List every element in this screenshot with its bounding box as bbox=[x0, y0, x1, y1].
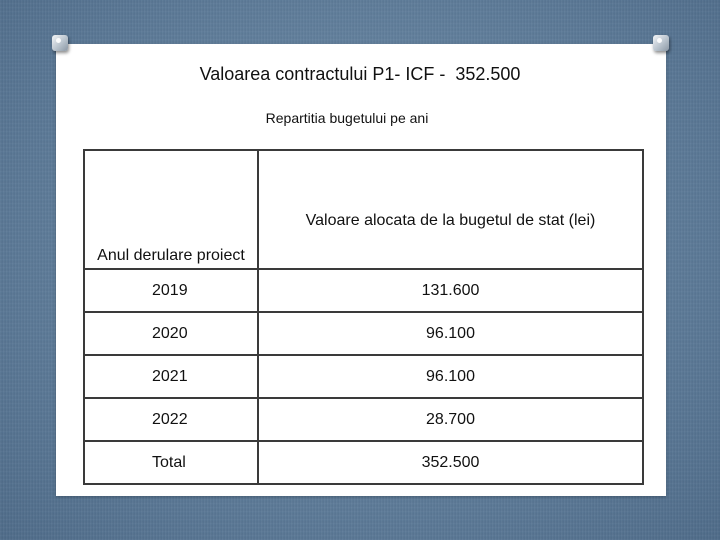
cell-year: 2020 bbox=[84, 312, 258, 355]
table-row bbox=[84, 355, 643, 398]
pin-icon bbox=[52, 35, 68, 51]
cell-year: 2019 bbox=[84, 269, 258, 312]
table-header-row bbox=[84, 150, 643, 269]
table-row bbox=[84, 269, 643, 312]
cell-value: 131.600 bbox=[258, 269, 643, 312]
header-value: Valoare alocata de la bugetul de stat (lei) bbox=[258, 150, 643, 269]
table-row bbox=[84, 312, 643, 355]
cell-value: 352.500 bbox=[258, 441, 643, 484]
header-year: Anul derulare proiect bbox=[84, 150, 258, 269]
table-row bbox=[84, 398, 643, 441]
slide-subtitle: Repartitia bugetului pe ani bbox=[265, 110, 429, 126]
cell-year: 2022 bbox=[84, 398, 258, 441]
cell-year: 2021 bbox=[84, 355, 258, 398]
budget-table bbox=[83, 149, 644, 485]
cell-year: Total bbox=[84, 441, 258, 484]
slide-title: Valoarea contractului P1- ICF - 352.500 bbox=[199, 64, 521, 84]
pin-icon bbox=[653, 35, 669, 51]
cell-value: 28.700 bbox=[258, 398, 643, 441]
cell-value: 96.100 bbox=[258, 355, 643, 398]
cell-value: 96.100 bbox=[258, 312, 643, 355]
table-row bbox=[84, 441, 643, 484]
